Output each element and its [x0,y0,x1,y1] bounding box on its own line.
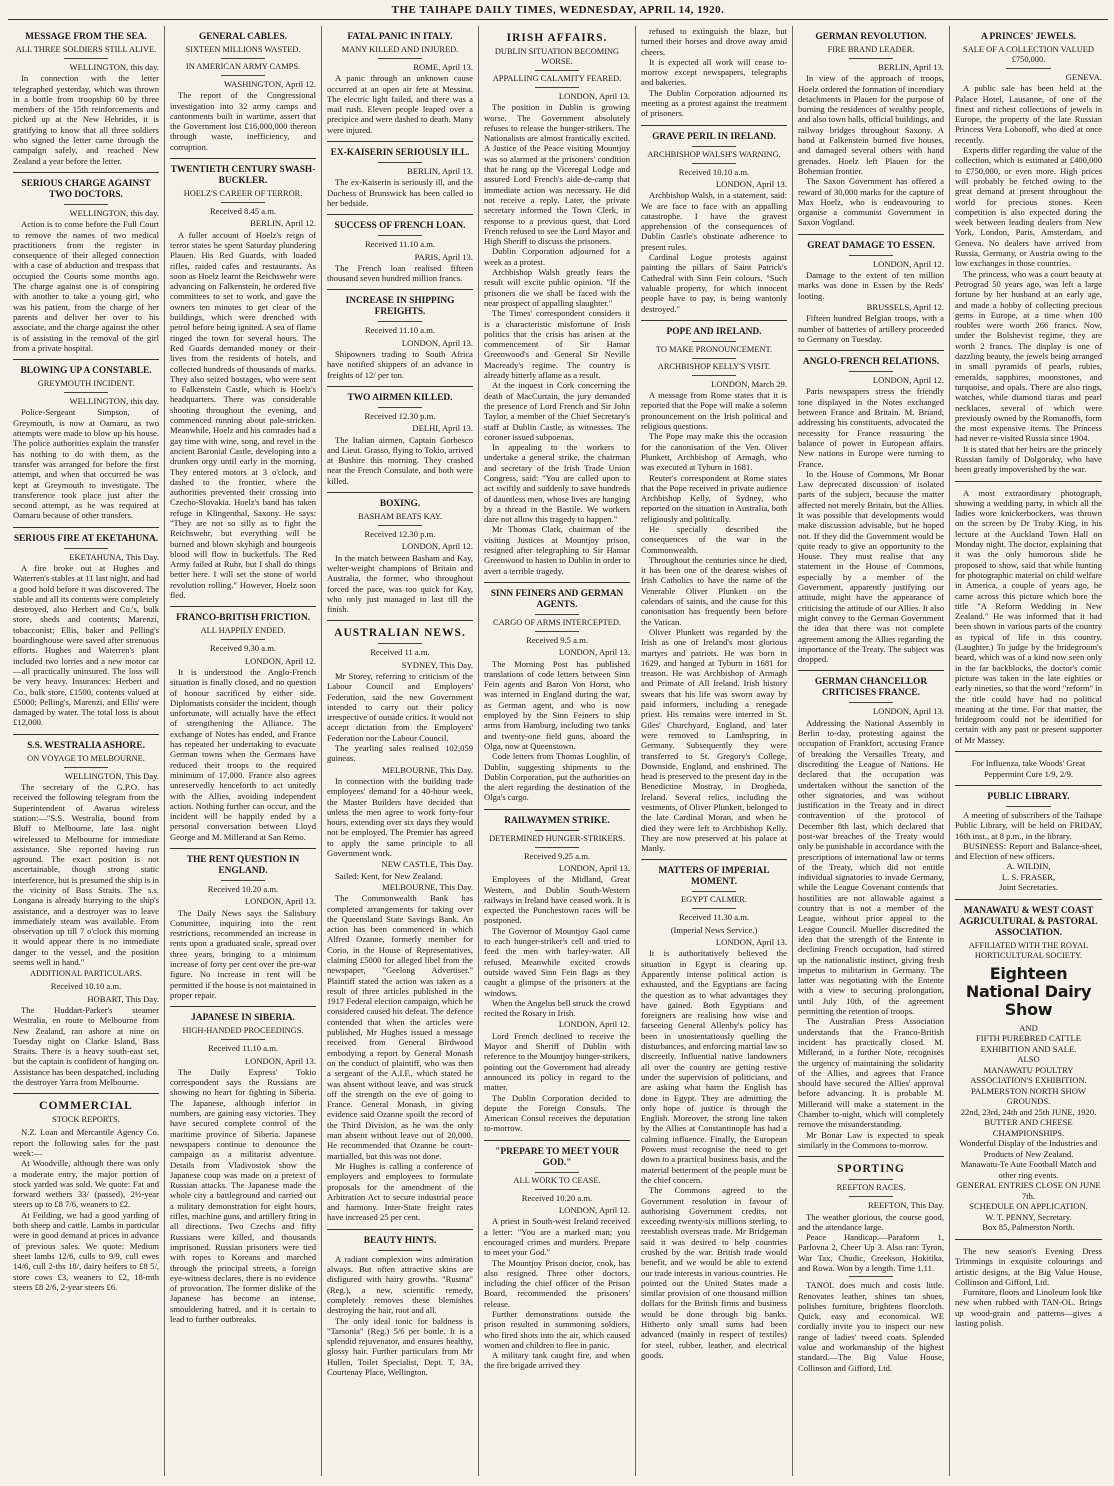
headline: GREAT DAMAGE TO ESSEN. [807,240,935,251]
headline: SPORTING [837,1163,905,1176]
paragraph: Mr Storey, referring to criticism of the Labour Council and Employers' Federation, said the new Government intended to carry out their policy irrespective of outside critics. It would not accept dictation from the Employers' Federation nor the Labour Council. [327,670,473,743]
subheadline: ARCHBISHOP KELLY'S VISIT. [657,361,771,371]
short-rule [64,767,108,768]
column-divider [327,492,473,493]
subheadline: REEFTON RACES. [836,1183,906,1193]
column-divider [798,350,944,351]
dateline: DELHI, April 13. [412,423,473,434]
dateline: REEFTON, This Day. [868,1200,944,1211]
short-rule [221,1039,265,1040]
paragraph: The yearling sales realised 102,059 guineas. [327,743,473,764]
headline: SINN FEINERS AND GERMAN AGENTS. [490,588,624,610]
short-rule [535,830,579,831]
paragraph: The Australian Press Association understands that the Franco-British incident has practically closed. M. Millerand, in a further Note, recognises the urgency of maintaining the solidarity of the Allies, and agrees that France should have secured the Allies' approval before advancing. It is probable M. Millerand will make a statement in the Chamber to-night, which will completely remove the misunderstanding. [798,1016,944,1130]
paragraph: In connection with the building trade employees' demand for a 40-hour week, the Master Builders have decided that unless the men agree to work forty-four hours, extending over six days they would not be employed. The Premier has agreed to apply the same principle to all Government work. [327,775,473,859]
paragraph: Code letters from Thomas Loughlin, of Dublin, suggesting shipments to the Dublin Corporation, put the authorities on the alert regarding the destination of the Olga's cargo. [484,751,630,803]
received-line: Received 11.10 a.m. [364,239,436,250]
short-rule [221,75,265,76]
column-divider [170,1006,316,1007]
paragraph: The weather glorious, the course good, and the attendance large. [798,1211,944,1232]
advert-line: L. S. FRASER, [1001,871,1056,882]
dateline: LONDON, April 12. [872,375,944,386]
paragraph: The Times' correspondent considers it is a characteristic misfortune of Irish politics that the crisis has arisen at the commencement of Sir Hamar Greenwood's and General Sir Neville Macready's regime. The country is already bitterly aflame as a result. [484,308,630,381]
dateline: LONDON, April 12. [401,541,473,552]
paragraph: The Daily News says the Salisbury Committee, inquiring into the rent restrictions, recommended an increase in rents upon a graduated scale, spread over three years, bringing to a minimum increase of forty per cent over the pre-war figure. No increase in rent will be permitted if the house is not maintained in proper repair. [170,907,316,1000]
short-rule [221,880,265,881]
paragraph: The Commonwealth Bank has completed arrangements for taking over the Queensland State Savings Bank. An action has been commenced in which Alfred Ozanne, formerly member for Corio, in the House of Representatives, claiming £5000 for alleged libel from the newspaper, "Geelong Advertiser." Plaintiff stated the action was taken as a result of three articles published in the 1917 Federal election campaign, which he considered caused his defeat. The defence contended that when the articles were published, Mr Hughes issued a message received from General Birdwood embodying a report by General Monash on the conduct of plaintiff, who was then a sergeant of the A.I.F., which stated he was absent without leave, and was struck off the strength on the eve of going to France. General Monash, in giving evidence said Ozanne spoilt the record of the Third Division, as he was the only man absent without leave out of 20,000. He recommended that Ozanne be court-martialled, but this was not done. [327,893,473,1161]
short-rule [849,1179,893,1180]
column-divider [13,359,159,360]
headline: AUSTRALIAN NEWS. [334,627,466,640]
short-rule [64,392,108,393]
column-divider [327,620,473,621]
advert-line: 22nd, 23rd, 24th and 25th JUNE, 1920. [960,1106,1097,1117]
dateline: MELBOURNE, This Day. [382,764,473,775]
paragraph: The Italian airmen, Captain Gorbesco and Lieut. Grasso, flying to Tokio, arrived at Bushire this morning. They crashed near the French Consulate, and both were killed. [327,434,473,486]
column-divider [484,582,630,583]
paragraph: Damage to the extent of ten million marks was done in Essen by the Reds' looting. [798,270,944,301]
headline: INCREASE IN SHIPPING FREIGHTS. [345,296,455,318]
advert-line: SCHEDULE ON APPLICATION. [969,1201,1088,1212]
paragraph: The new season's Evening Dress Trimmings in exquisite colourings and artistic designs, at the Big Value House, Collinson and Gifford, Ltd. [955,1245,1102,1287]
paragraph: Cardinal Logue protests against painting the pillars of Saint Patrick's Cathedral with Sinn Fein colours. "Such valuable property, for which innocent people have to pay, is being wantonly destroyed." [641,252,787,314]
column-divider [798,234,944,235]
column-divider [13,1093,159,1094]
paragraph: A military tank caught fire, and when the fire brigade arrived they [484,1350,630,1371]
subheadline: ALL THREE SOLDIERS STILL ALIVE. [15,45,157,54]
column-divider [641,320,787,321]
received-line: Received 10.10 a.m. [678,166,750,177]
dairy-show-logo: Eighteen National Dairy Show [965,963,1092,1019]
received-line: Received 12.30 p.m. [364,529,436,540]
dateline: WELLINGTON, this day. [69,62,159,72]
paragraph: He specially described the consequences of the war in the Commonwealth. [641,523,787,555]
short-rule [378,321,422,322]
paragraph: At Woodville, although there was only a moderate entry, the major portion of stock yarded was sold. We quote: Fat and forward wethers 33/ (passed), 2½-year steers up to £8 7/6, weaners to £2. [13,1158,159,1210]
headline: PUBLIC LIBRARY. [987,792,1070,802]
column-divider [955,785,1102,786]
paragraph: In view of the approach of troops, Hoelz ordered the formation of incendiary detachments in Plauen for the purpose of burning the residences of wealthy people, and also town halls, official buildings, and railway bridges throughout Saxony. A band at Falkenstein burned five houses, and damaged several others with hand grenades. Hoelz left Plauen for the Bohemian frontier. [798,73,944,176]
dateline: LONDON, March 29. [711,378,787,389]
paragraph: The only ideal tonic for baldness is "Tarsonia" (Reg.) 5/6 per bottle. It is a splendid rejuvenator, and ensures healthy, glossy hair. Further particulars from Mr Hullen, Toilet Specialist, Dept. T, 3A, Courtenay Place, Wellington. [327,1315,473,1377]
headline: TWO AIRMEN KILLED. [347,392,453,403]
short-rule [692,375,736,376]
paragraph: Police-Sergeant Simpson, of Greymouth, is now at Oamaru, as two attempts were made to blow up his house. The police authorities explain the transfer has nothing to do with them, as the transfer was arranged for before the first attempt, and when that occurred he was kept at Greymouth to investigate. The transference took place just after the second attempt, as he was required at Oamaru because of other transfers. [13,407,159,521]
paragraph: Addressing the National Assembly in Berlin to-day, protesting against the occupation of Frankfort, accusing France of breaking the Versailles Treaty, and discrediting the League of Nations. He declared that the occupation was undertaken without the sanction of the other signatories, and was without justification in the Treaty and in direct contravention of the protocol of December 8th last, which declared that post-war breaches of the Treaty would only be punishable in accordance with the prescriptions of international law or terms of the Treaty, which did not entitle individual signatories to invade Germany, while the League Covenant contends that hostilities are not allowable against a country that is not a member of the League, without prior appeal to the League Council. Mueller discredited the idea that the strength of the Entente in declining French occupation, had stirred up the nationalistic instinct, giving fresh impetus to militarism in Germany. The latter was negotiating with the Entente with a view to securing prolongation, until July 10th, of the agreement permitting the retention of troops. [798,717,944,1017]
advert-line: FIFTH PUREBRED CATTLE EXHIBITION AND SALE. [975,1033,1082,1054]
paragraph: It is understood the Anglo-French situation is finally closed, and no question of honour sacrificed by either side. Diplomatists consider the incident, though unfortunate, will actually have the effect of strengthening the Alliance. The exchange of Notes has ended, and France has repeated her undertaking to evacuate German towns when the Germans have reduced their troops to the required minimum of 17,000. France also agrees unreservedly henceforth to act unitedly with the Allies, avoiding independent action. Nothing further can occur, and the incident will be happily ended by a personal conversation between Lloyd George and M. Millerand at San Remo. [170,666,316,842]
received-line: Received 9.30 a.m. [209,643,277,654]
subheadline: HIGH-HANDED PROCEEDINGS. [182,1026,304,1036]
dateline: LONDON, April 13. [715,937,787,948]
paragraph: The Governor of Mountjoy Gaol came to each hunger-striker's cell and tried to feed the men with barley-water. All refused. Meanwhile excited crowds outside waved Sinn Fein flags as they caught a glimpse of the prisoners at the windows. [484,925,630,998]
subheadline: CARGO OF ARMS INTERCEPTED. [493,617,621,627]
dateline: LONDON, April 12. [244,655,316,666]
column-divider [13,734,159,735]
headline: FATAL PANIC IN ITALY. [347,32,453,42]
short-rule [849,1196,893,1197]
dateline: WELLINGTON, this day. [69,396,159,407]
dateline: LONDON, April 13. [244,1055,316,1066]
dateline: LONDON, April 13. [558,647,630,658]
advert-line: BUTTER AND CHEESE CHAMPIONSHIPS. [984,1117,1073,1138]
short-rule [692,358,736,359]
column-divider [327,289,473,290]
advert-line: PALMERSTON NORTH SHOW GROUNDS. [970,1085,1087,1107]
paragraph: A panic through an unknown cause occurred at an open air fete at Messina. The electric light failed, and there was a mad rush. Eleven people leaped over a precipice and were dashed to death. Many were injured. [327,73,473,135]
subheadline: ON VOYAGE TO MELBOURNE. [27,753,145,763]
received-line: Received 10.20 a.m. [521,1192,593,1203]
short-rule [849,255,893,256]
subheadline: EGYPT CALMER. [681,895,747,905]
paragraph: The ex-Kaiserin is seriously ill, and the Duchess of Brunswick has been called to her bedside. [327,177,473,208]
column-5 [636,26,793,1476]
paragraph: Dublin Corporation adjourned for a week as a protest. [484,246,630,267]
paragraph: Lord French declined to receive the Mayor and Sheriff of Dublin with reference to the Mountjoy hunger-strikers, pointing out the Government had already announced its policy in regard to the matter. [484,1030,630,1093]
column-divider [484,809,630,810]
advert-line: AND [1019,1022,1038,1033]
column-1 [8,26,165,1476]
headline: "PREPARE TO MEET YOUR GOD." [495,1146,619,1168]
paragraph: Fifteen hundred Belgian troops, with a number of batteries of artillery proceeded to Germany on Tuesday. [798,313,944,344]
headline: A PRINCES' JEWELS. [980,32,1077,42]
dateline: HOBART, This Day. [87,993,159,1004]
subheadline: AFFILIATED WITH THE ROYAL HORTICULTURAL SOCIETY. [968,940,1089,960]
column-divider [13,172,159,173]
paragraph: Employees of the Midland, Great Western, and Dublin South-Western railways in Ireland have ceased work. It is expected the Punchestown races will be postponed. [484,874,630,926]
paragraph: A fire broke out at Hughes and Waterren's stables at 11 last night, and had a good hold before it was discovered. The stable and all its contents were completely destroyed, also Herbert and Co.'s, bulk store, sheds and contents; Marenzi, tobacconist; Ellis, baker and Pelling's boardinghouse were saved after strenuous efforts. Hughes and Waterren's plant included two lorries and a new motor car—all practically uninsured. The loss will be very heavy. Insurances: Herbert and Co., bulk store, £1500, contents valued at £5000; Pelling's, Marenzi, and Ellis' were damaged by water. The total loss is about £12,000. [13,562,159,728]
paragraph: It is stated that her heirs are the princely Russian family of Dolgoruky, who have been greatly impoverished by the war. [955,443,1102,475]
short-rule [849,1276,893,1277]
paragraph: In the match between Basham and Kay, welter-weight champions of Britain and Australia, the former, who throughout forced the pace, was too quick for Kay, who only just managed to last till the finish. [327,552,473,615]
dateline: BRUSSELS, April 12. [866,301,944,312]
short-rule [1006,68,1050,69]
headline: FRANCO-BRITISH FRICTION. [176,613,310,624]
paragraph: When the Angelus bell struck the crowd recited the Rosary in Irish. [484,997,630,1019]
paragraph: Archbishop Walsh, in a statement, said: We are face to face with an appalling catastrophe. I have the gravest apprehension of the consequences of Dublin Castle's obstinate adherence to present rules. [641,190,787,252]
column-divider [798,670,944,671]
column-divider [798,1156,944,1157]
advert-line: ALSO [1017,1054,1040,1065]
short-rule [535,1189,579,1190]
column-2 [165,26,322,1476]
short-rule [64,204,108,205]
headline: RAILWAYMEN STRIKE. [504,815,610,826]
dateline: LONDON, April 12. [872,258,944,269]
headline: BOXING. [379,499,421,510]
short-rule [378,162,422,163]
dateline: ROME, April 13. [413,62,473,72]
masthead: THE TAIHAPE DAILY TIMES, WEDNESDAY, APRIL 14, 1920. [8,4,1108,20]
headline: GENERAL CABLES. [198,32,288,42]
headline: MANAWATU & WEST COAST AGRICULTURAL & PASTORAL ASSOCIATION. [959,905,1098,938]
short-rule [378,643,422,644]
paragraph: A priest in South-west Ireland received a letter: "You are a marked man; you encouraged crimes and murders. Prepare to meet your God." [484,1216,630,1258]
subheadline: TO MAKE PRONOUNCEMENT. [655,344,773,354]
column-divider [327,214,473,215]
subheadline: DETERMINED HUNGER-STRIKERS. [489,833,625,843]
paragraph: Mr Hughes is calling a conference of employers and employees to formulate proposals for the amendment of the Arbitration Act to secure industrial peace and harmony. Inter-State freight rates have increased 25 per cent. [327,1160,473,1223]
subheadline: ADDITIONAL PARTICULARS. [30,969,142,979]
paragraph: Experts differ regarding the value of the collection, which is estimated at £400,000 to £750,000, or even more. High prices will probably be fetched owing to the great demand at present throughout the world for precious stones. Keen competition is also expected during the week between leading dealers from New York, London, Paris, Amsterdam, and Geneva. No dealers have arrived from Russia, Germany, or Austria owing to the low exchanges in those countries. [955,145,1102,269]
short-rule [692,163,736,164]
paragraph: At the inquest in Cork concerning the death of MacCurtain, the jury demanded the presence of Lord French and Sir John Taylor, a member of the Chief Secretary's staff at Dublin Castle, as witnesses. The coroner issued subpoenas. [484,380,630,442]
received-line: Received 10.10 a.m. [50,981,122,992]
advert-line: Wonderful Display of the Industries and Products of New Zealand. [959,1138,1098,1159]
subheadline: HOELZ'S CAREER OF TERROR. [183,189,303,199]
received-line: Received 11.10 a.m. [207,1043,279,1054]
column-4 [479,26,636,1476]
advert-line: For Influenza, take Woods' Great Peppermint Cure 1/9, 2/9. [971,758,1086,779]
paragraph: The position in Dublin is growing worse. The Government absolutely refuses to release the hunger-strikers. The Nationalists are almost frantically excited. A Justice of the Peace visiting Mountjoy was so alarmed at the prisoners' condition that he rang up the Viceregal Lodge and assured Lord French's aide-de-camp that immediate action was necessary. He did not receive a reply. Later, the private secretary informed the Town Clerk, in response to a previous quest, that Lord French refused to see the Lord Mayor and High Sheriff to discuss the prisoners. [484,102,630,247]
headline: EX-KAISERIN SERIOUSLY ILL. [330,148,470,159]
column-divider [170,158,316,159]
received-line: Received 11.30 a.m. [678,912,750,923]
advert-line: MANAWATU POULTRY ASSOCIATION'S EXHIBITION. [970,1064,1087,1086]
paragraph: Shipowners trading to South Africa have notified shippers of an advance in freights of 12/ per ton. [327,349,473,380]
headline: POPE AND IRELAND. [666,326,762,337]
column-7 [950,26,1107,1476]
paragraph: A most extraordinary photograph, showing a wedding party, in which all the ladies wore knickerbockers, was thrown on the screen by Dr Truby King, in his lecture at the Auckland Town Hall on Monday night. The doctor, explaining that it was the only humorous slide he proposed to show, said that while hunting for photographic material on child welfare in America, a couple of years ago, he came across this picture which bore the title "A Reform Wedding in New Zealand." He was informed that it had been shown in various parts of the country as typical of life in this country. (Laughter.) To judge by the bridegroom's beard, which was of a kind now seen only in the far backblocks, the doctor's comic picture was taken in the late eighties or early nineties, so that the word "reform" in the title could have had no political meaning at the time. For that matter, the bridegroom could not be identified for certain with any past or present supporter of Mr Massey. [955,487,1102,745]
short-rule [1006,806,1050,807]
short-rule [535,87,579,88]
headline: BEAUTY HINTS. [363,1235,437,1246]
headline: GERMAN CHANCELLOR CRITICISES FRANCE. [814,677,928,699]
dateline: LONDON, April 13. [715,178,787,189]
paragraph: Peace Handicap.—Paraform 1, Parlovna 2, Cheer Up 3. Also ran: Tyron, War Tax, Chudic, Greekson, Hokitika, and Rowa. Won by a length. Time 1.11. [798,1232,944,1273]
short-rule [849,371,893,372]
short-rule [535,614,579,615]
paragraph: Furniture, floors and Linoleum look like new when rubbed with TAN-OL. Brings up wood-grain and patterns—gives a lasting polish. [955,1287,1102,1329]
advert-line: Box 85, Palmerston North. [982,1222,1075,1233]
column-divider [13,527,159,528]
headline: SERIOUS CHARGE AGAINST TWO DOCTORS. [21,178,151,200]
received-line: Received 11.10 a.m. [364,325,436,336]
short-rule [64,58,108,59]
dateline: LONDON, April 13. [401,337,473,348]
dateline: LONDON, April 13. [244,896,316,907]
dateline: LONDON, April 12. [558,1019,630,1030]
paragraph: The princess, who was a court beauty at Petrograd 50 years ago, was left a large fortune by her husband at an early age, and made a hobby of collecting precious gems in Europe, at a time when 100 roubles were worth 266 francs. Now, under the Bolshevist regime, they are worth 2 francs. The display is one of dazzling beauty, the jewels being arranged in small pyramids of pearls, rubies, emeralds, sapphires, moonstones, and turquoise, and opals. There are also rings, watches, while diamond tiaras and pearl necklaces, several of which were previously owned by the Romanoffs, form the most expensive items. The Princess had never re-visited Russia since 1904. [955,268,1102,444]
paragraph: In appealing to the workers to undertake a general strike, the chairman and secretary of the Irish Trade Union Congress, said: "You are called upon to act swiftly and suddenly to save hundreds of dauntless men, whose lives are hanging by a thread in the Bastile. We workers dare not allow this tragedy to happen." [484,442,630,525]
headline: TWENTIETH CENTURY SWASH-BUCKLER. [170,165,316,187]
short-rule [535,847,579,848]
paragraph: A radiant complexion wins admiration always. But often attractive skins are disfigured with hairy growths. "Rusma" (Reg.), a new, scientific remedy, completely removes these blemishes destroying the hair, root and all. [327,1253,473,1316]
subheadline: ALL WORK TO CEASE. [513,1175,601,1185]
dateline: WELLINGTON, this day. [69,207,159,218]
paragraph: The Dublin Corporation decided to depute the Foreign Consuls. The American Consul receives the deputation to-morrow. [484,1092,630,1134]
advert-line: A. WILDIN, [1006,861,1051,872]
paragraph: The Morning Post has published translations of code letters between Sinn Fein agents and Baron Von Horst, who was interned in England during the war, as German agent, and who is now employed by the Sinn Feiners to ship arms from Hamburg, including two tanks and twenty-one field guns, aboard the Olga, now at Queenstown. [484,658,630,751]
dateline: LONDON, April 13. [872,706,944,717]
subheadline: ALL HAPPILY ENDED. [200,626,286,636]
paragraph: Archbishop Walsh greatly fears the result will excite public opinion. "If the prisoners die we shall be faced with the near prospect of appalling slaughter." [484,267,630,308]
column-divider [170,848,316,849]
dateline: MELBOURNE, This Day. [382,881,473,892]
paragraph: The Huddart-Parker's steamer Westralia, en route to Melbourne from New Zealand, ran ashore at nine on Tuesday night on Clarke Island, Bass Straits. There is a heavy south-east set, but the captain is confident of hanging on. Assistance has been despatched, including the destroyer Yarra from Melbourne. [13,1004,159,1088]
paragraph: Mr Bonar Law is expected to speak similarly in the Commons to-morrow. [798,1129,944,1150]
paragraph: The French loan realised fifteen thousand seven hundred million francs. [327,262,473,284]
paragraph: BUSINESS: Report and Balance-sheet, and Election of new officers. [955,840,1102,862]
paragraph: The secretary of the G.P.O. has received the following telegram from the Superintendent of Awarua wireless station:—"S.S. Westralia, bound from Bluff to Melbourne, late last night wirelessed to Melbourne for immediate assistance. She reported having run aground. The exact position is not ascertainable, though strong static interference, but is presumed the ship is in the vicinity of Bass Straits. The s.s. Longana is already hurrying to the ship's assistance, and a destroyer was to leave immediately steam was available. From observation up till 7 o'clock this morning it would appear there is no immediate danger to the vessel, and the position seems well in hand." [13,782,159,968]
received-line: Received 11 a.m. [370,647,430,658]
dateline: LONDON, April 13. [558,863,630,873]
short-rule [378,525,422,526]
advert-line: Joint Secretaries. [999,882,1058,893]
subheadline: BASHAM BEATS KAY. [357,512,442,522]
dateline: NEW CASTLE, This Day. [381,859,473,870]
paragraph: A public sale has been held at the Palace Hotel, Lausanne, of one of the finest and richest collections of jewels in Europe, the property of the late Russian Princess Vera Lobonoff, who died at once recently. [955,83,1102,145]
dateline: PARIS, April 13. [414,251,473,262]
short-rule [378,235,422,236]
dateline: WELLINGTON, This Day. [64,770,159,781]
received-line: Received 8.45 a.m. [209,206,277,217]
column-6 [793,26,950,1476]
column-divider [955,1239,1102,1240]
advert-line: W. T. PENNY, Secretary. [985,1211,1072,1222]
paragraph: Oliver Plunkett was regarded by the Irish as one of Ireland's most glorious martyrs and patriots. He was born in 1629, and hanged at Tyburn in 1681 for treason. He was Archbishop of Armagh and Primate of All Ireland. Irish history swears that his life was sworn away by paid informers, including a renegade priest. His remains were interred in St. Giles' Churchyard, England, and later were removed to Lamhspring, in Germany. Subsequently they were transferred to St. Gregory's College, Downside, England, and enshrined. The head is preserved to the present day in the Benedictine Mostray, in Drogheda, Ireland. Several relics, including the vestments, of Oliver Plunkett, belonged to the late Cardinal Moran, and when he died they were left to Archbishop Kelly. They are now preserved at his palace at Manly. [641,626,787,854]
headline: GRAVE PERIL IN IRELAND. [652,131,776,142]
column-divider [170,606,316,607]
headline: MESSAGE FROM THE SEA. [25,32,147,42]
column-3 [322,26,479,1476]
paragraph: Action is to come before the Full Court to remove the names of two medical practitioners from the register in consequence of their alleged connection with a case of abduction and trespass that occupied the Courts some months ago. The charge against one is of conspiring with another to take a young girl, who was his patient, from the charge of her parents and deliver her over to his associate, and the charge against the other is of assisting in the removal of the girl from a private hospital. [13,219,159,353]
column-divider [641,859,787,860]
subheadline: MANY KILLED AND INJURED. [341,45,459,54]
paragraph: TANOL does much and costs little. Renovates leather, shines tan shoes, polishes furniture, brightens floorcloth. Quick, easy and economical. WE cordially invite you to inspect our new range of ladies' tweed coats. Splended value and workmanship of the highest standard.—The Big Value House, Collinson and Gifford, Ltd. [798,1280,944,1373]
short-rule [378,407,422,408]
short-rule [692,891,736,892]
column-divider [641,125,787,126]
dateline: WASHINGTON, April 12. [224,79,316,89]
dateline: BERLIN, April 13. [407,166,473,177]
column-divider [327,141,473,142]
short-rule [849,58,893,59]
headline: MATTERS OF IMPERIAL MOMENT. [658,866,770,888]
dateline: EKETAHUNA, This Day. [69,551,159,562]
short-rule [535,70,579,71]
paragraph: It is expected all work will cease to-morrow except newspapers, telegraphs and bakeries. [641,56,787,88]
short-rule [535,1172,579,1173]
advert-line: GENERAL ENTRIES CLOSE ON JUNE 7th. [956,1180,1101,1201]
subheadline: FIRE BRAND LEADER. [827,45,915,54]
advert-logo [955,965,1102,1019]
short-rule [692,146,736,147]
paragraph: At Feilding, we had a good yarding of both sheep and cattle. Lambs in particular were in good demand at prices in advance of previous sales. We quote: Medium sheet lambs 12/6, culls to 9/9, cull ewes 14/6, cull 2-ths 18/, dairy heifers to £8 5/, store cows £3, weaners to £2, 18-mth steers £8 2/6, 2-year steers £6. [13,1209,159,1292]
short-rule [64,548,108,549]
headline: COMMERCIAL [39,1100,133,1113]
paragraph: N.Z. Loan and Mercantile Agency Co. report the following sales for the past week:— [13,1127,159,1158]
column-divider [955,899,1102,900]
paragraph: A message from Rome states that it is reported that the Pope will make a solemn pronouncement on the Irish political and religious questions. [641,390,787,432]
dateline: BERLIN, April 13. [878,62,944,72]
dateline: GENEVA. [1065,72,1102,82]
dateline: LONDON, April 12. [558,1205,630,1216]
paragraph: The Mountjoy Prison doctor, cook, has also resigned. Three other doctors, including the chief officer of the Prison Board, recommended the prisoners' release. [484,1257,630,1309]
paragraph: In the House of Commons, Mr Bonar Law deprecated discussion of isolated parts of the subject, because the matter affected not merely Britain, but the Allies. It was possible that developments would make discussion advisable, but he hoped not. If they did the Government would be quite ready to give an opportunity to the House. They must realise that any statement in the House of Commons, especially by a member of the Government, apparently justifying our attitude, might have the appearance of criticising the attitude of our Allies. It also might convey to the German Government the idea that there was not complete agreement among the Allies regarding the importance of the Treaty. The subject was dropped. [798,468,944,665]
paragraph: refused to extinguish the blaze, but turned their horses and drove away amid cheers. [641,26,787,57]
short-rule [692,341,736,342]
headline: IRISH AFFAIRS. [506,32,608,44]
headline: BLOWING UP A CONSTABLE. [20,366,152,377]
short-rule [378,1250,422,1251]
short-rule [221,639,265,640]
dateline: BERLIN, April 12. [250,218,316,229]
short-rule [378,58,422,59]
subheadline: IN AMERICAN ARMY CAMPS. [185,62,301,71]
paragraph: A fuller account of Hoelz's reign of terror states he spent Saturday plundering Plauen. His Red Guards, with loaded rifles, raided cafes and restaurants. As soon as Hoelz learnt the Reichswehr were advancing on Falkenstein, he ordered five committees to set to work, and gave the owners ten minutes to get clear of the buildings, which were drenched with petrol before being ignited. A sea of flame ringed the town for several hours. The Red Guards demanded money or their lives from the residents of hotels, and collected hundreds of thousands of marks. They also seized hostages, who were sent to Falkenstein Castle, which is Hoelz's headquarters. There was considerable shooting throughout the evening, and commenced running about pale-stricken. Meanwhile, Hoelz and his comrades had a gay time with wine, song, and revel in the ancient Baronial Castle, developing into a drunken orgy until early in the morning. They entered motors at 3 o'clock, and dashed to the frontier, where the authorities prevented their crossing into Czecho-Slovakia. Hoelz's band has taken refuge in Klingenthal, Saxony. He says: "They are not so silly as to fight the Reichswehr, but everything will be burned and blown skyhigh and bourgeois blood will flow in bucketfuls. The Red Army failed at Ruhr, but I shall do things better here. I will set the stone of world revolution rolling." However, Hoelz soon fled. [170,229,316,601]
subheadline: GREYMOUTH INCIDENT. [37,379,135,389]
received-line: Received 9.25 a.m. [523,850,591,861]
paragraph: The Saxon Government has offered a reward of 30,000 marks for the capture of Max Hoelz, who is endeavouring to organise a communist Government in Saxon Vogtland. [798,176,944,228]
headline: GERMAN REVOLUTION. [815,32,927,42]
paragraph: Sailed: Kent, for New Zealand. [335,870,443,881]
dateline: LONDON, April 13. [558,91,630,101]
headline: JAPANESE IN SIBERIA. [191,1013,295,1024]
paragraph: Reuter's correspondent at Rome states that the Pope received in private audience Archbishop Kelly, of Sydney, who reported on the situation in Australia, both religiously and politically. [641,472,787,524]
subheadline: APPALLING CALAMITY FEARED. [492,74,622,83]
paragraph: A meeting of subscribers of the Taihape Public Library, will be held on FRIDAY, 16th inst., at 8 p.m., in the library. [955,810,1102,841]
short-rule [535,631,579,632]
received-line: Received 12.30 p.m. [364,410,436,421]
paragraph: Further demonstrations outside the prison resulted in summoning soldiers, who fired shots into the air, which caused women and children to flee in panic. [484,1308,630,1350]
headline: THE RENT QUESTION IN ENGLAND. [186,855,300,876]
paragraph: The Commons agreed to the Government resolution in favour of authorising Government credits, not exceeding twenty-six millions sterling, to reestablish overseas trade. Mr Bridgeman said it was desired to help countries crushed by the war. British trade would benefit, and we would be able to extend our trade interests in various countries. He pointed out the United States made a similar provision of one thousand million dollars for the British firms and business would be done through big banks. Hitherto only small sums had been advanced (mainly in respect of textiles) for steel, rubber, leather, and electrical goods. [641,1185,787,1360]
subheadline: ARCHBISHOP WALSH'S WARNING. [647,149,781,159]
paragraph: The Pope may make this the occasion for the canonisation of the Ven. Oliver Plunkett, Archbishop of Armagh, who was executed at Tyburn in 1681. [641,431,787,473]
paragraph: The Dublin Corporation adjourned its meeting as a protest against the treatment of prisoners. [641,87,787,119]
paragraph: Mr Thomas Clark, chairman of the visiting Justices at Mountjoy prison, resigned after telegraphing to Sir Hamar Greenwood to hasten to Dublin in order to avert a terrible tragedy. [484,524,630,576]
received-line: (Imperial News Service.) [670,924,758,935]
dateline: SYDNEY, This Day. [401,659,473,670]
subheadline: SIXTEEN MILLIONS WASTED. [185,45,301,54]
advert-line: Manawatu-Te Aute Football Match and other ring events. [960,1159,1097,1180]
short-rule [849,702,893,703]
column-divider [484,1140,630,1141]
headline: SERIOUS FIRE AT EKETAHUNA. [13,533,159,544]
headline: S.S. WESTRALIA ASHORE. [27,740,145,751]
paragraph: Throughout the centuries since he died, it has been one of the dearest wishes of Irish Catholics to have the name of the Venerable Oliver Plunkett on the calendars of saints, and the cause for this canonisation has frequently been before the Vatican. [641,554,787,627]
column-divider [955,481,1102,482]
paragraph: The report of the Congressional investigation into 32 army camps and cantonments built in wartime, assert that the Government lost £16,000,000 thereon through waste, inefficiency, and corruption. [170,90,316,152]
column-divider [327,386,473,387]
short-rule [221,202,265,203]
paragraph: In connection with the letter telegraphed yesterday, which was thrown in a bottle from troopship 60 by three members of the 15th reinforcements and picked up at the New Hebrides, it is gratifying to know that all three soldiers who signed the letter came through the campaign safely, and reached New Zealand a year before the letter. [13,73,159,166]
headline: SUCCESS OF FRENCH LOAN. [334,221,466,232]
short-rule [692,908,736,909]
paragraph: Paris newspapers stress the friendly tone displayed in the Notes exchanged between France and Britain. M. Briand, addressing his constituents, advocated the necessity for France reassuring the balance of power in European affairs. New nations in Europe were turning to France. [798,386,944,469]
received-line: Received 9.5 a.m. [526,634,588,645]
subheadline: STOCK REPORTS. [52,1115,120,1125]
subheadline: DUBLIN SITUATION BECOMING WORSE. [494,47,620,66]
column-divider [955,751,1102,752]
headline: ANGLO-FRENCH RELATIONS. [802,357,940,368]
columns [8,26,1108,1476]
received-line: Received 10.20 a.m. [207,884,279,894]
paragraph: It is authoritatively believed the situation in Egypt is clearing up. Apparently intense political action is exhausted, and the Egyptians are facing the question as to what advantages they have gained. Both Egyptians and foreigners are realising how wise and farseeing General Allenby's policy has been in unostentatiously quelling the disturbances, and enforcing martial law so discreetly. Influential native landowners all over the country are getting restive under the supervision of politicians, and are asking what harm the English has done in Egypt. They are admitting the only hope of justice is through the English. Moreover, the strong line taken by the Allies at Constantinople has had a calming influence. Finally, the European Powers must recognise the need to get down to a practical business basis, and the material betterment of the people must be the chief concern. [641,948,787,1185]
paragraph: The Daily Express' Tokio correspondent says the Russians are showing no heart for fighting in Siberia. The Japanese, although inferior in numbers, are gaining easy victories. They have secured complete control of the maritime province of Siberia. Japanese newspapers continue to denounce the campaign as a militarist adventure. Details from Vladivostok show the Japanese coup was made on a pretext of Russian attacks. The Japanese made the whole city a battleground and carried out a military demonstration for eight hours, rifles, machine guns, and artillery firing in all directions. Two Czechs and fifty Russians were killed, and thousands imprisoned. Russian prisoners were tied with ropes to Koreans and marched through the principal streets, a foreign eye-witness declares, there is no evidence of provocation. The former dislike of the Japanese has become an intense, smouldering hatred, and it is certain to lead to further outbreaks. [170,1066,316,1324]
short-rule [221,58,265,59]
subheadline: SALE OF A COLLECTION VALUED £750,000. [963,45,1094,64]
column-divider [327,1229,473,1230]
